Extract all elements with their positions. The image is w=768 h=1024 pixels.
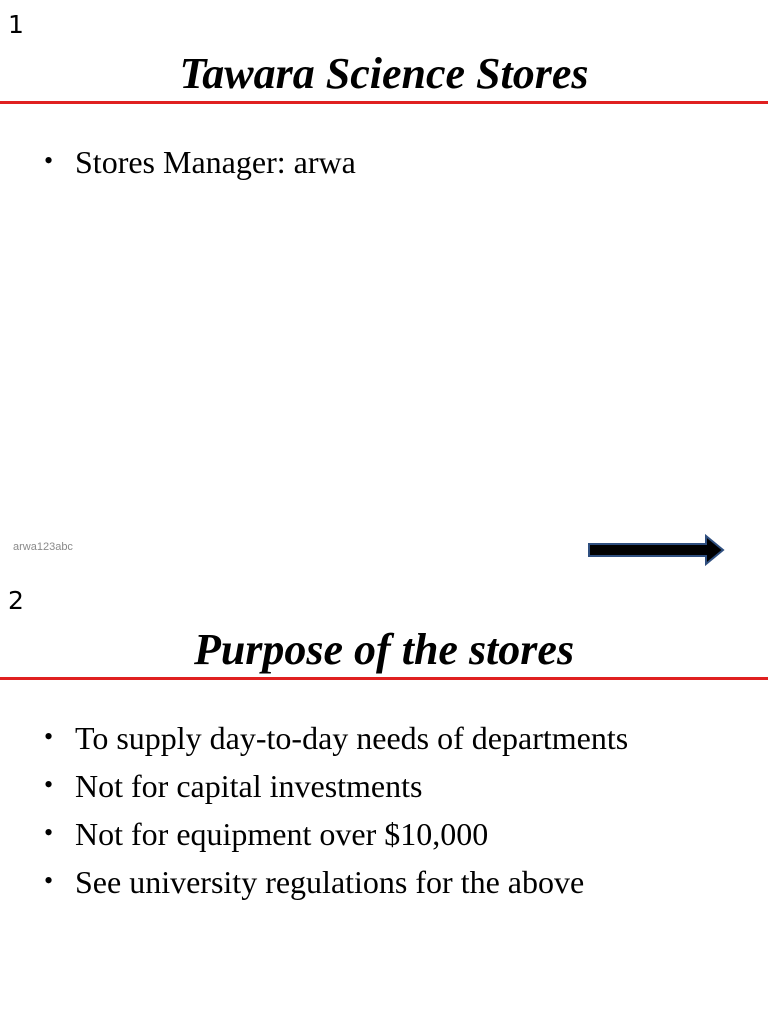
bullet-text: Stores Manager: arwa — [75, 144, 356, 180]
bullet-item — [44, 858, 628, 906]
slide-title: Purpose of the stores — [193, 625, 575, 674]
bullet-icon: • — [44, 146, 54, 175]
footer-note: arwa123abc — [13, 541, 73, 553]
title-divider — [0, 101, 768, 104]
bullet-icon: • — [44, 722, 54, 751]
bullet-item — [44, 138, 356, 186]
slide-title: Tawara Science Stores — [179, 49, 589, 98]
bullet-icon: • — [44, 866, 54, 895]
bullet-list — [44, 714, 628, 906]
bullet-text: Not for equipment over $10,000 — [75, 816, 489, 852]
bullet-icon: • — [44, 818, 54, 847]
bullet-item — [44, 714, 628, 762]
slide-number: 2 — [8, 586, 24, 615]
bullet-item — [44, 762, 628, 810]
bullet-icon: • — [44, 770, 54, 799]
right-arrow-icon[interactable] — [586, 534, 728, 566]
bullet-text: Not for capital investments — [75, 768, 423, 804]
slide-2 — [0, 576, 768, 1024]
slide-number: 1 — [8, 10, 24, 39]
arrow-shape — [589, 536, 723, 564]
bullet-list — [44, 138, 356, 186]
title-divider — [0, 677, 768, 680]
bullet-item — [44, 810, 628, 858]
bullet-text: To supply day-to-day needs of departments — [75, 720, 629, 756]
bullet-text: See university regulations for the above — [75, 864, 585, 900]
